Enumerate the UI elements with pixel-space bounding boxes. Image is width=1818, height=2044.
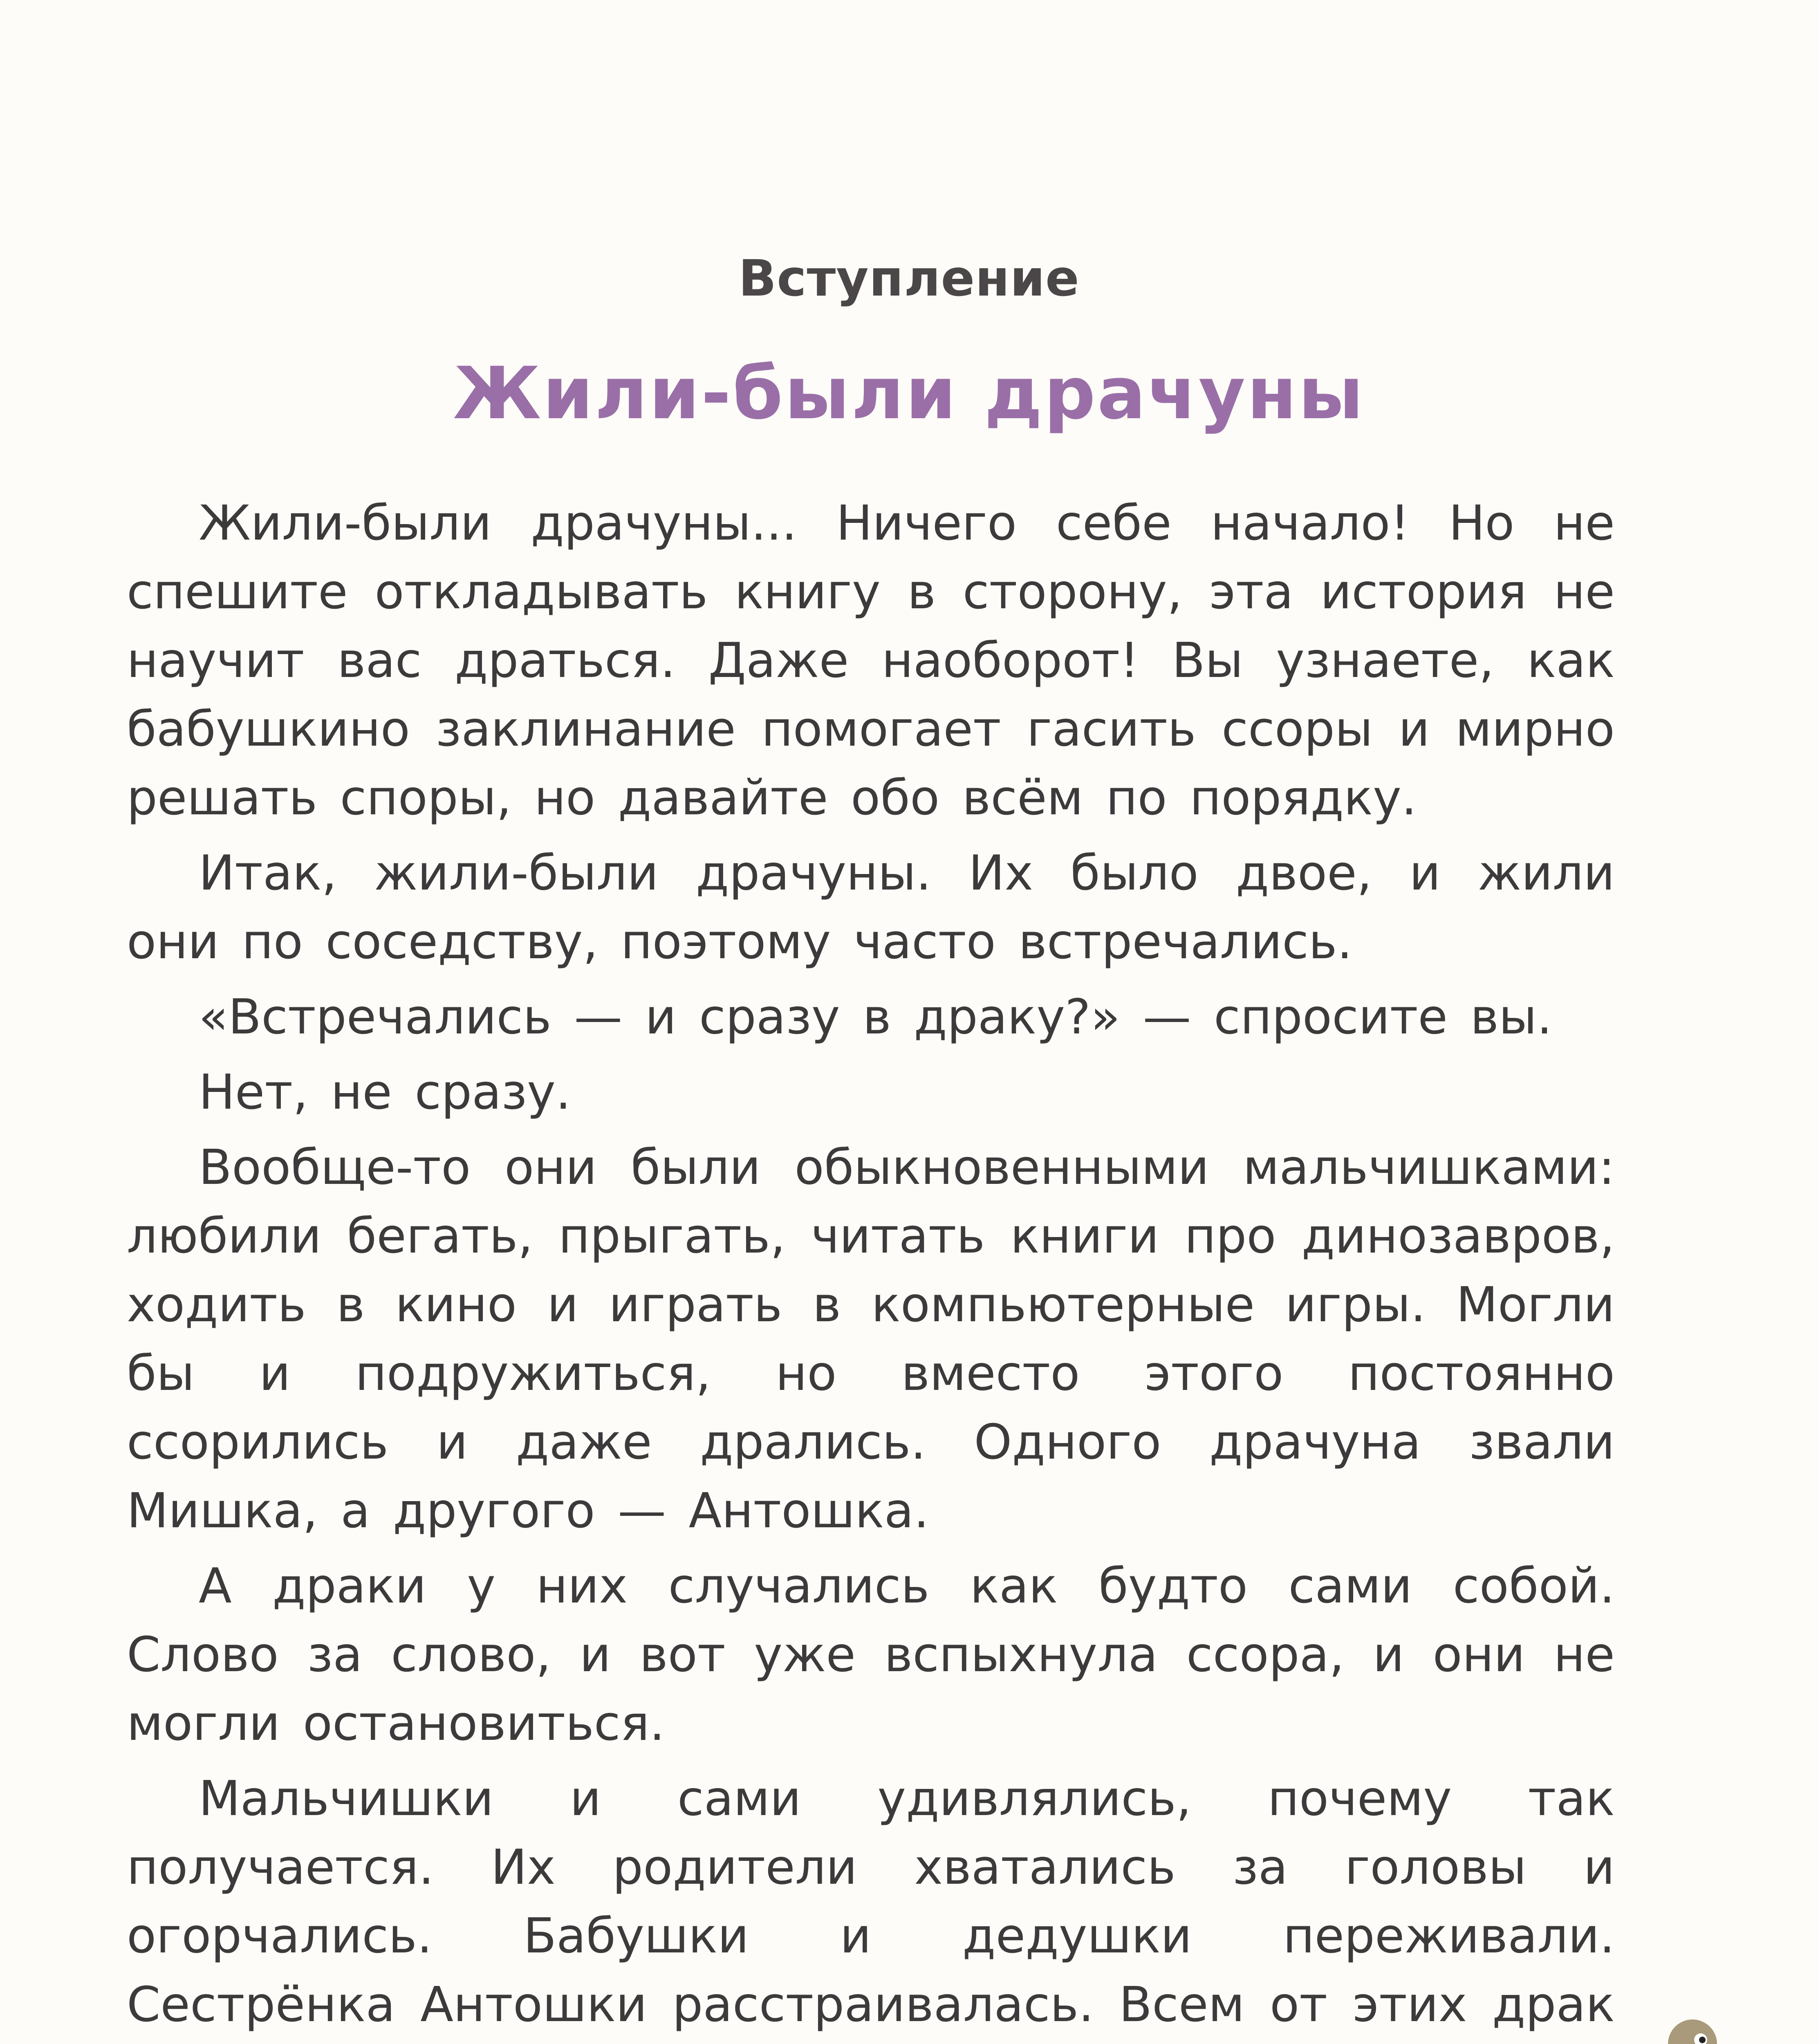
story-text xyxy=(127,489,1615,2044)
paragraph: Жили-были драчуны... Ничего себе начало! Но не спешите откладывать книгу в сторону, эта история не научит вас драться. Даже наоборот! Вы узнаете, как бабушкино заклинание помогает гасить ссоры и мирно решать споры, но давайте обо всём по порядку. xyxy=(127,495,1615,826)
paragraph: А драки у них случались как будто сами собой. Слово за слово, и вот уже вспыхнула ссора, и они не могли остановиться. xyxy=(127,1558,1615,1751)
paragraph: Нет, не сразу. xyxy=(199,1064,571,1120)
paragraph: Итак, жили-были драчуны. Их было двое, и жили они по соседству, поэтому часто встречались. xyxy=(127,845,1615,970)
section-label: Вступление xyxy=(738,249,1080,307)
paragraph: «Встречались — и сразу в драку?» — спросите вы. xyxy=(199,988,1552,1045)
paragraph: Вообще-то они были обыкновенными мальчишками: любили бегать, прыгать, читать книги про динозавров, ходить в кино и играть в компьютерные игры. Могли бы и подружиться, но вместо этого постоянно ссорились и даже дрались. Одного драчуна звали Мишка, а другого — Антошка. xyxy=(127,1139,1615,1539)
chapter-title: Жили-были драчуны xyxy=(453,352,1365,435)
paragraph: Мальчишки и сами удивлялись, почему так получается. Их родители хватались за головы и огорчались. Бабушки и дедушки переживали. Сестрёнка Антошки расстраивалась. Всем от этих драк xyxy=(127,1770,1615,2033)
